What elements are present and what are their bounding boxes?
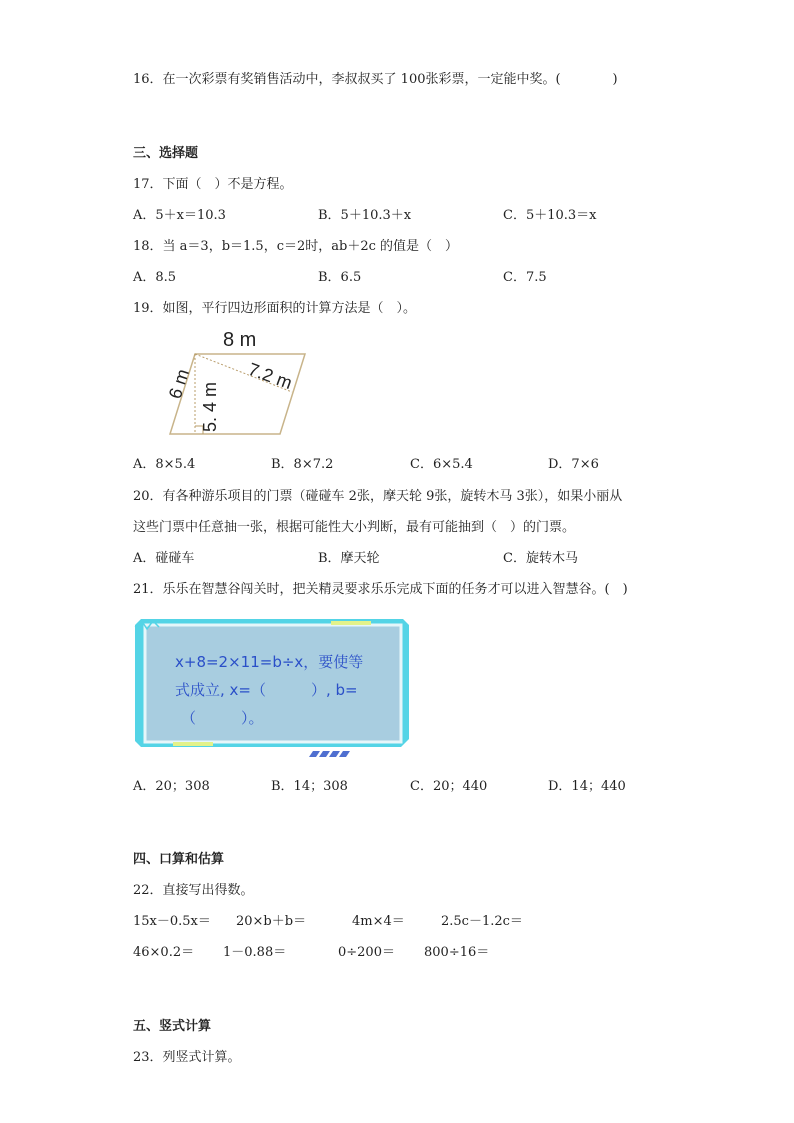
task-card-line1: x+8=2×11=b÷x，要使等 [175, 653, 364, 671]
question-23-stem: 23．列竖式计算。 [133, 1050, 241, 1065]
question-18-stem: 18．当 a＝3，b＝1.5，c＝2时，ab＋2c 的值是（ ） [133, 239, 459, 254]
q18-option-a: A．8.5 [133, 270, 177, 285]
section-title-vertical: 五、竖式计算 [133, 1019, 212, 1034]
parallelogram-shape [170, 354, 305, 434]
parallelogram-figure [140, 322, 330, 440]
q19-option-d: D．7×6 [548, 457, 599, 472]
q21-option-c: C．20；440 [410, 779, 488, 794]
label-top: 8 m [223, 329, 257, 351]
label-side: 6 m [164, 366, 194, 402]
q21-option-d: D．14；440 [548, 779, 626, 794]
q21-option-a: A．20；308 [133, 779, 210, 794]
q19-option-b: B．8×7.2 [271, 457, 334, 472]
q20-option-c: C．旋转木马 [503, 551, 578, 566]
question-20-line1: 20．有各种游乐项目的门票（碰碰车 2张，摩天轮 9张，旋转木马 3张），如果小丽从 [133, 489, 623, 504]
q21-option-b: B．14；308 [271, 779, 348, 794]
question-20-line2: 这些门票中任意抽一张，根据可能性大小判断，最有可能抽到（ ）的门票。 [133, 520, 576, 535]
card-stripes-icon [309, 751, 350, 757]
q19-option-c: C．6×5.4 [410, 457, 473, 472]
q22-r2-item4: 800÷16＝ [424, 945, 490, 960]
q20-option-b: B．摩天轮 [318, 551, 380, 566]
question-19-stem: 19．如图，平行四边形面积的计算方法是（ ）。 [133, 301, 417, 316]
card-accent-top [331, 621, 371, 625]
question-22-stem: 22．直接写出得数。 [133, 883, 254, 898]
q22-r1-item1: 15x－0.5x＝ [133, 914, 211, 929]
task-card-line2: 式成立, x=（ ）, b= [175, 681, 358, 699]
section-title-mental: 四、口算和估算 [133, 852, 225, 867]
question-17-stem: 17．下面（ ）不是方程。 [133, 177, 293, 192]
q22-r1-item3: 4m×4＝ [352, 914, 405, 929]
q22-r1-item4: 2.5c－1.2c＝ [441, 914, 523, 929]
question-16: 16．在一次彩票有奖销售活动中，李叔叔买了 100张彩票，一定能中奖。( ) [133, 72, 618, 87]
section-title-choice: 三、选择题 [133, 146, 199, 161]
label-diagonal: 7.2 m [245, 358, 295, 394]
q22-r1-item2: 20×b＋b＝ [236, 914, 307, 929]
q17-option-c: C．5＋10.3＝x [503, 208, 597, 223]
q20-option-a: A．碰碰车 [133, 551, 195, 566]
q18-option-c: C．7.5 [503, 270, 547, 285]
q19-option-a: A．8×5.4 [133, 457, 196, 472]
label-height: 5. 4 m [200, 381, 220, 432]
q22-r2-item2: 1－0.88＝ [223, 945, 287, 960]
task-card-line3: （ ）。 [181, 709, 264, 727]
q17-option-a: A．5＋x＝10.3 [133, 208, 226, 223]
task-card [133, 615, 411, 757]
q18-option-b: B．6.5 [318, 270, 362, 285]
q17-option-b: B．5＋10.3＋x [318, 208, 412, 223]
q22-r2-item1: 46×0.2＝ [133, 945, 195, 960]
card-accent-bottom [173, 742, 213, 746]
q22-r2-item3: 0÷200＝ [338, 945, 395, 960]
question-21-stem: 21．乐乐在智慧谷闯关时，把关精灵要求乐乐完成下面的任务才可以进入智慧谷。( ) [133, 582, 628, 597]
